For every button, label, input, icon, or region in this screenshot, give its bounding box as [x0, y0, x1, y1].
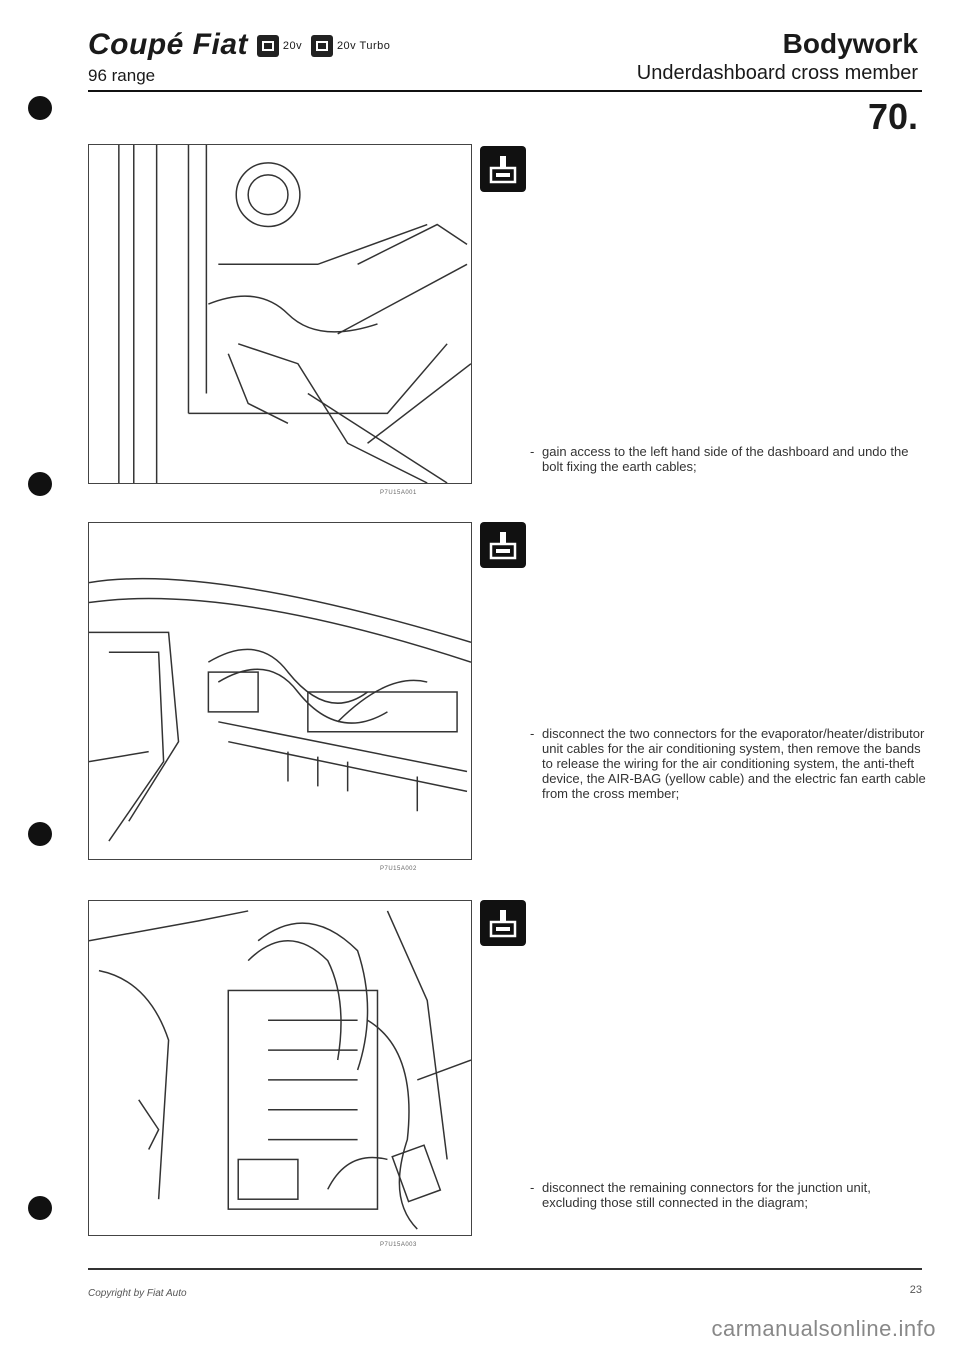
page-number: 23	[909, 1284, 922, 1296]
figure-1	[88, 144, 472, 484]
engine-badge-icon	[311, 35, 333, 57]
step-text: - disconnect the remaining connectors for the junction unit, excluding those still connected in the diagram;	[530, 1180, 871, 1210]
binder-hole-icon	[28, 1196, 52, 1220]
section-title: Bodywork	[782, 28, 918, 59]
step-text: - disconnect the two connectors for the evaporator/heater/distributor unit cables for the air conditioning system, then remove the bands to release the wiring for the air conditioning system, the anti-theft device, the AIR-BAG (yellow cable) and the electric fan earth cable from the cross member;	[530, 726, 926, 801]
figure-3	[88, 900, 472, 1236]
engine-badge-icon	[257, 35, 279, 57]
workshop-tool-icon	[480, 522, 526, 568]
footer-rule	[88, 1268, 922, 1270]
figure-code: P7U15A003	[380, 1242, 417, 1248]
copyright: Copyright by Fiat Auto	[88, 1288, 187, 1299]
step-text: - gain access to the left hand side of the dashboard and undo the bolt fixing the earth cables;	[530, 444, 909, 474]
workshop-tool-icon	[480, 146, 526, 192]
header-rule	[88, 90, 922, 92]
watermark: carmanualsonline.info	[711, 1316, 936, 1341]
manual-title: Coupé Fiat 20v 20v Turbo	[88, 28, 391, 61]
figure-code: P7U15A002	[380, 866, 417, 872]
binder-hole-icon	[28, 822, 52, 846]
figure-code: P7U15A001	[380, 490, 417, 496]
engine-label: 20v Turbo	[336, 40, 391, 53]
figure-2	[88, 522, 472, 860]
model-range: 96 range	[88, 66, 156, 85]
engine-label: 20v	[282, 40, 303, 53]
workshop-tool-icon	[480, 900, 526, 946]
binder-hole-icon	[28, 96, 52, 120]
section-number: 70.	[867, 96, 918, 137]
section-subtitle: Underdashboard cross member	[636, 62, 918, 84]
binder-hole-icon	[28, 472, 52, 496]
